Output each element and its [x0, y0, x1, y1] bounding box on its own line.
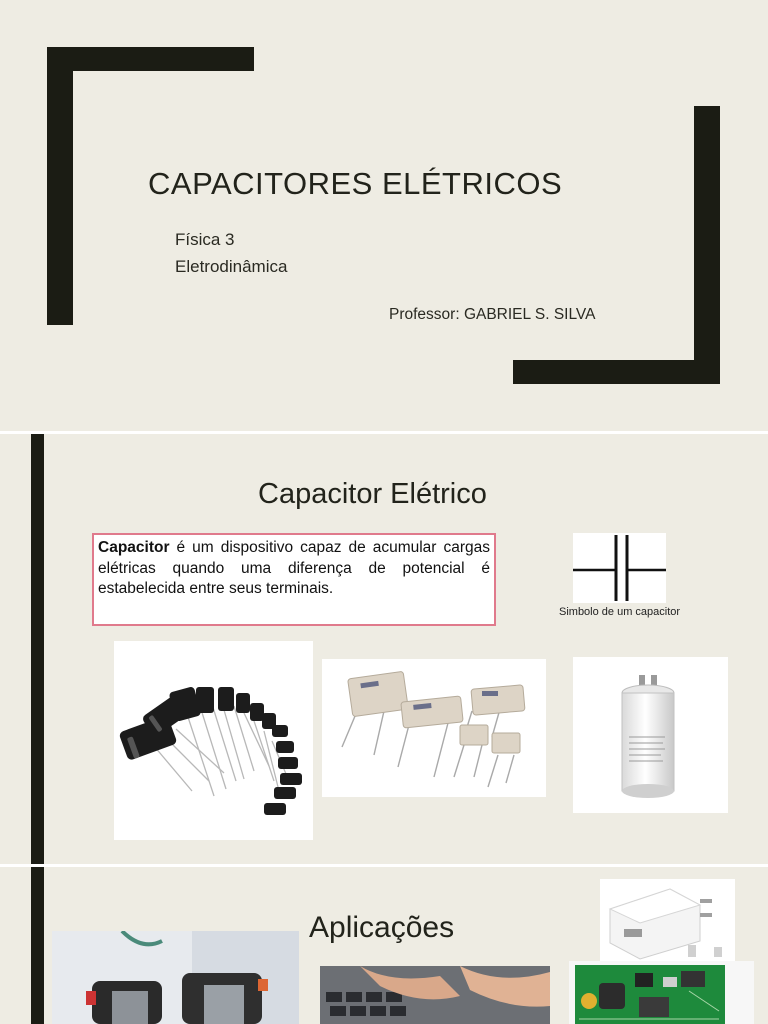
phone-charger-photo [600, 879, 735, 961]
title-slide [0, 0, 768, 431]
left-accent-bar-2 [31, 867, 44, 1024]
slide-title-applications: Aplicações [309, 911, 455, 944]
motor-capacitor-image [573, 657, 728, 813]
definition-text: é um dispositivo capaz de acumular cargas elétricas quando uma diferença de potencial é estabelecida entre seus terminais. [98, 539, 490, 597]
defibrillator-image [52, 931, 299, 1024]
left-accent-bar [31, 434, 44, 864]
film-capacitors-image [322, 659, 546, 797]
slide-title-capacitor: Capacitor Elétrico [258, 478, 487, 510]
frame-bar-bottom-right-vertical [694, 106, 720, 384]
frame-bar-top-left-vertical [47, 47, 73, 325]
capacitor-symbol-icon [573, 533, 666, 603]
subject-label: Física 3 [175, 230, 235, 249]
frame-bar-top-left-horizontal [47, 47, 254, 71]
phone-charger-image [600, 879, 735, 961]
defibrillator-photo [52, 931, 299, 1024]
definition-box [92, 533, 496, 626]
professor-label: Professor: GABRIEL S. SILVA [389, 306, 596, 323]
circuit-board-photo [569, 961, 754, 1024]
circuit-board-image [569, 961, 754, 1024]
film-capacitors-photo [322, 659, 546, 797]
motor-capacitor-photo [573, 657, 728, 813]
electrolytic-capacitors-photo [114, 641, 313, 840]
electrolytic-capacitors-image [114, 641, 313, 840]
presentation-title: CAPACITORES ELÉTRICOS [148, 166, 563, 201]
laptop-keyboard-image [320, 966, 550, 1024]
topic-label: Eletrodinâmica [175, 257, 288, 276]
laptop-keyboard-photo [320, 966, 550, 1024]
capacitor-symbol [573, 533, 666, 603]
definition-term: Capacitor [98, 539, 170, 556]
symbol-caption: Simbolo de um capacitor [559, 606, 681, 618]
frame-bar-bottom-right-horizontal [513, 360, 720, 384]
